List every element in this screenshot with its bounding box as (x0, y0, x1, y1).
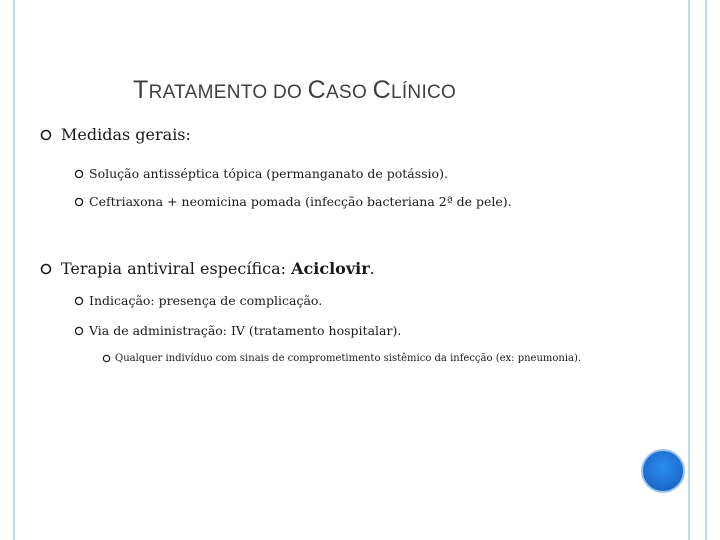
right-decorative-rule-outer (705, 0, 707, 540)
title-part: T (133, 76, 149, 104)
open-circle-bullet-icon (40, 129, 52, 141)
title-part: ASO (326, 82, 373, 103)
decorative-blue-circle (641, 449, 685, 493)
bullet-text: Qualquer indivíduo com sinais de comprometimento sistêmico da infecção (ex: pneumonia). (115, 353, 582, 364)
bullet-level2 (74, 194, 512, 209)
bullet-level1 (40, 259, 375, 278)
bullet-level1 (40, 125, 191, 144)
bullet-text (61, 259, 375, 278)
bullet-level2 (74, 293, 322, 308)
bullet-text: Medidas gerais: (61, 125, 191, 144)
left-decorative-rule (13, 0, 15, 540)
drug-name: Aciclovir (291, 259, 370, 278)
bullet-text: Ceftriaxona + neomicina pomada (infecção bacteriana 2ª de pele). (89, 194, 512, 209)
bullet-text-start: Terapia antiviral específica: (61, 259, 292, 278)
open-circle-bullet-icon (74, 296, 84, 306)
open-circle-bullet-icon (74, 326, 84, 336)
open-circle-bullet-icon (74, 197, 84, 207)
bullet-level2 (74, 166, 448, 181)
open-circle-bullet-icon (102, 354, 111, 363)
bullet-text: Indicação: presença de complicação. (89, 293, 323, 308)
bullet-level2 (74, 323, 401, 338)
open-circle-bullet-icon (74, 169, 84, 179)
open-circle-bullet-icon (40, 263, 52, 275)
title-part: RATAMENTO DO (148, 82, 308, 103)
right-decorative-rule-inner (688, 0, 690, 540)
title-part: LÍNICO (390, 82, 457, 103)
slide-title (133, 76, 456, 105)
title-part: C (372, 76, 391, 104)
title-part: C (307, 76, 327, 104)
bullet-level3 (102, 353, 581, 364)
bullet-text: Solução antisséptica tópica (permanganato de potássio). (89, 166, 448, 181)
bullet-text-end: . (369, 259, 375, 278)
bullet-text: Via de administração: IV (tratamento hospitalar). (89, 323, 402, 338)
